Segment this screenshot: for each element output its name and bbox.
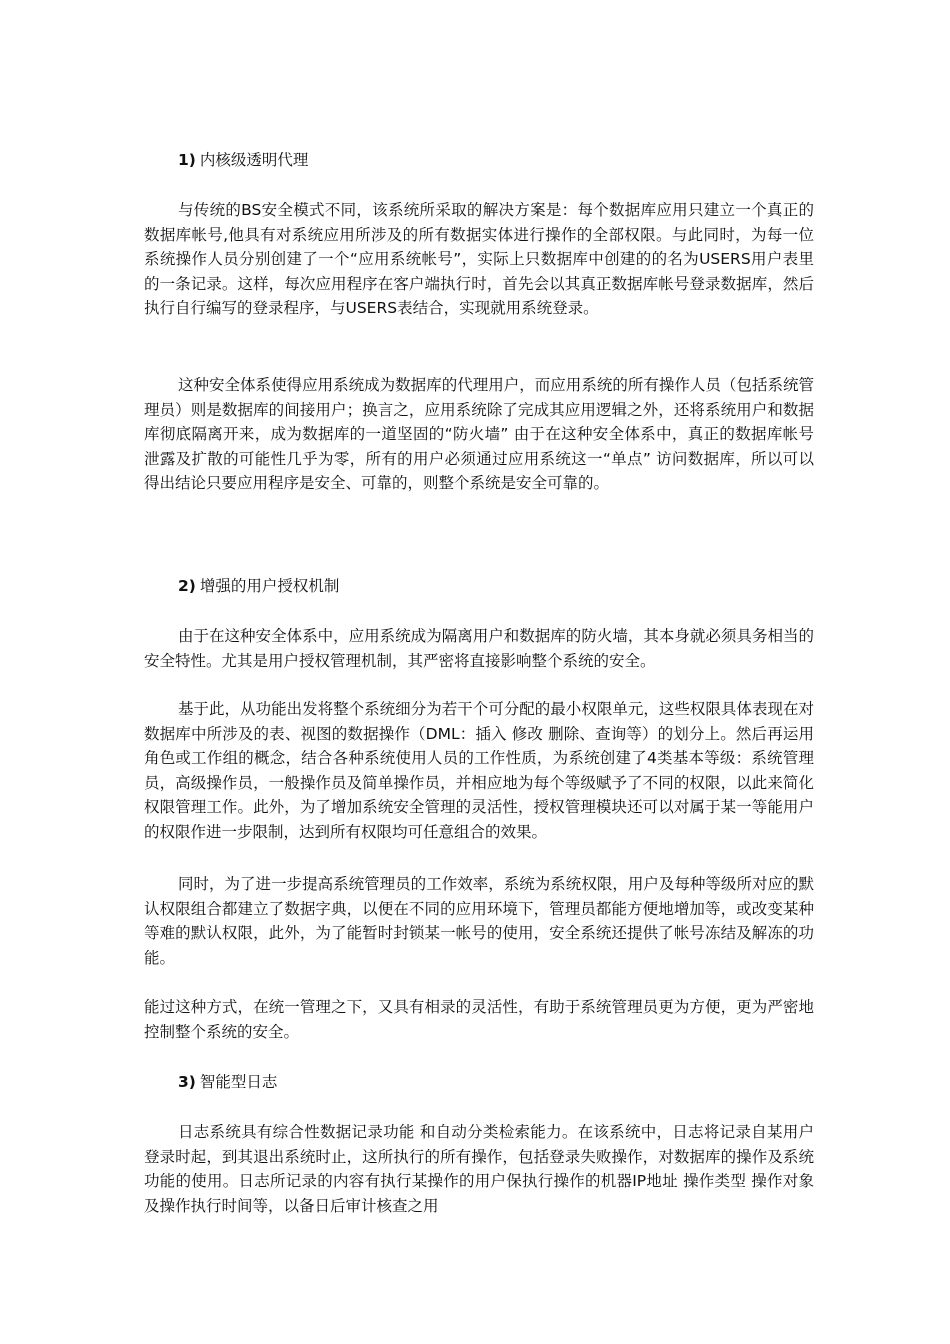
section-2-paragraph-3: 同时，为了进一步提高系统管理员的工作效率，系统为系统权限，用户及每种等级所对应的默认权限组合都建立了数据字典，以便在不同的应用环境下，管理员都能方便地增加等，或改变某种等难的默认权限，此外，为了能暂时封锁某一帐号的使用，安全系统还提供了帐号冻结及解冻的功能。: [144, 875, 814, 967]
section-2-paragraph-1: 由于在这种安全体系中，应用系统成为隔离用户和数据库的防火墙，其本身就必须具务相当的安全特性。尤其是用户授权管理机制，其严密将直接影响整个系统的安全。: [144, 627, 814, 670]
section-3-title: 智能型日志: [199, 1073, 278, 1091]
section-1-paragraph-1: 与传统的BS安全模式不同，该系统所采取的解决方案是：每个数据库应用只建立一个真正的数据库帐号,他具有对系统应用所涉及的所有数据实体进行操作的全部权限。与此同时，为每一位系统操作人员分别创建了一个“应用系统帐号”，实际上只数据库中创建的的名为USERS用户表里的一条记录。这样，每次应用程序在客户端执行时，首先会以其真正数据库帐号登录数据库，然后执行自行编写的登录程序，与USERS表结合，实现就用系统登录。: [144, 201, 814, 318]
section-1-number: 1): [178, 151, 196, 169]
section-1-title: 内核级透明代理: [199, 151, 309, 169]
section-1-paragraph-2: 这种安全体系使得应用系统成为数据库的代理用户，而应用系统的所有操作人员（包括系统管理员）则是数据库的间接用户；换言之，应用系统除了完成其应用逻辑之外，还将系统用户和数据库彻底隔离开来，成为数据库的一道坚固的“防火墙” 由于在这种安全体系中，真正的数据库帐号泄露及扩散的可能性几乎为零，所有的用户必须通过应用系统这一“单点” 访问数据库，所以可以得出结论只要应用程序是安全、可靠的，则整个系统是安全可靠的。: [144, 376, 814, 493]
section-1-heading: [178, 148, 308, 172]
section-3-paragraph-1: 日志系统具有综合性数据记录功能 和自动分类检索能力。在该系统中，日志将记录自某用户登录时起，到其退出系统时止，这所执行的所有操作，包括登录失败操作，对数据库的操作及系统功能的使用。日志所记录的内容有执行某操作的用户保执行操作的机器IP地址 操作类型 操作对象及操作执行时间等，以备日后审计核查之用: [144, 1123, 814, 1215]
section-3-heading: [178, 1070, 277, 1094]
section-2-number: 2): [178, 577, 196, 595]
section-2-paragraph-4: 能过这种方式，在统一管理之下，又具有相录的灵活性，有助于系统管理员更为方便，更为严密地控制整个系统的安全。: [144, 998, 814, 1041]
section-2-paragraph-2: 基于此，从功能出发将整个系统细分为若干个可分配的最小权限单元，这些权限具体表现在对数据库中所涉及的表、视图的数据操作（DML：插入 修改 删除、查询等）的划分上。然后再运用角色或工作组的概念，结合各种系统使用人员的工作性质，为系统创建了4类基本等级：系统管理员，高级操作员，一般操作员及简单操作员，并相应地为每个等级赋予了不同的权限，以此来简化权限管理工作。此外，为了增加系统安全管理的灵活性，授权管理模块还可以对属于某一等能用户的权限作进一步限制，达到所有权限均可任意组合的效果。: [144, 700, 814, 841]
section-2-title: 增强的用户授权机制: [199, 577, 340, 595]
section-3-number: 3): [178, 1073, 196, 1091]
section-2-heading: [178, 574, 339, 598]
